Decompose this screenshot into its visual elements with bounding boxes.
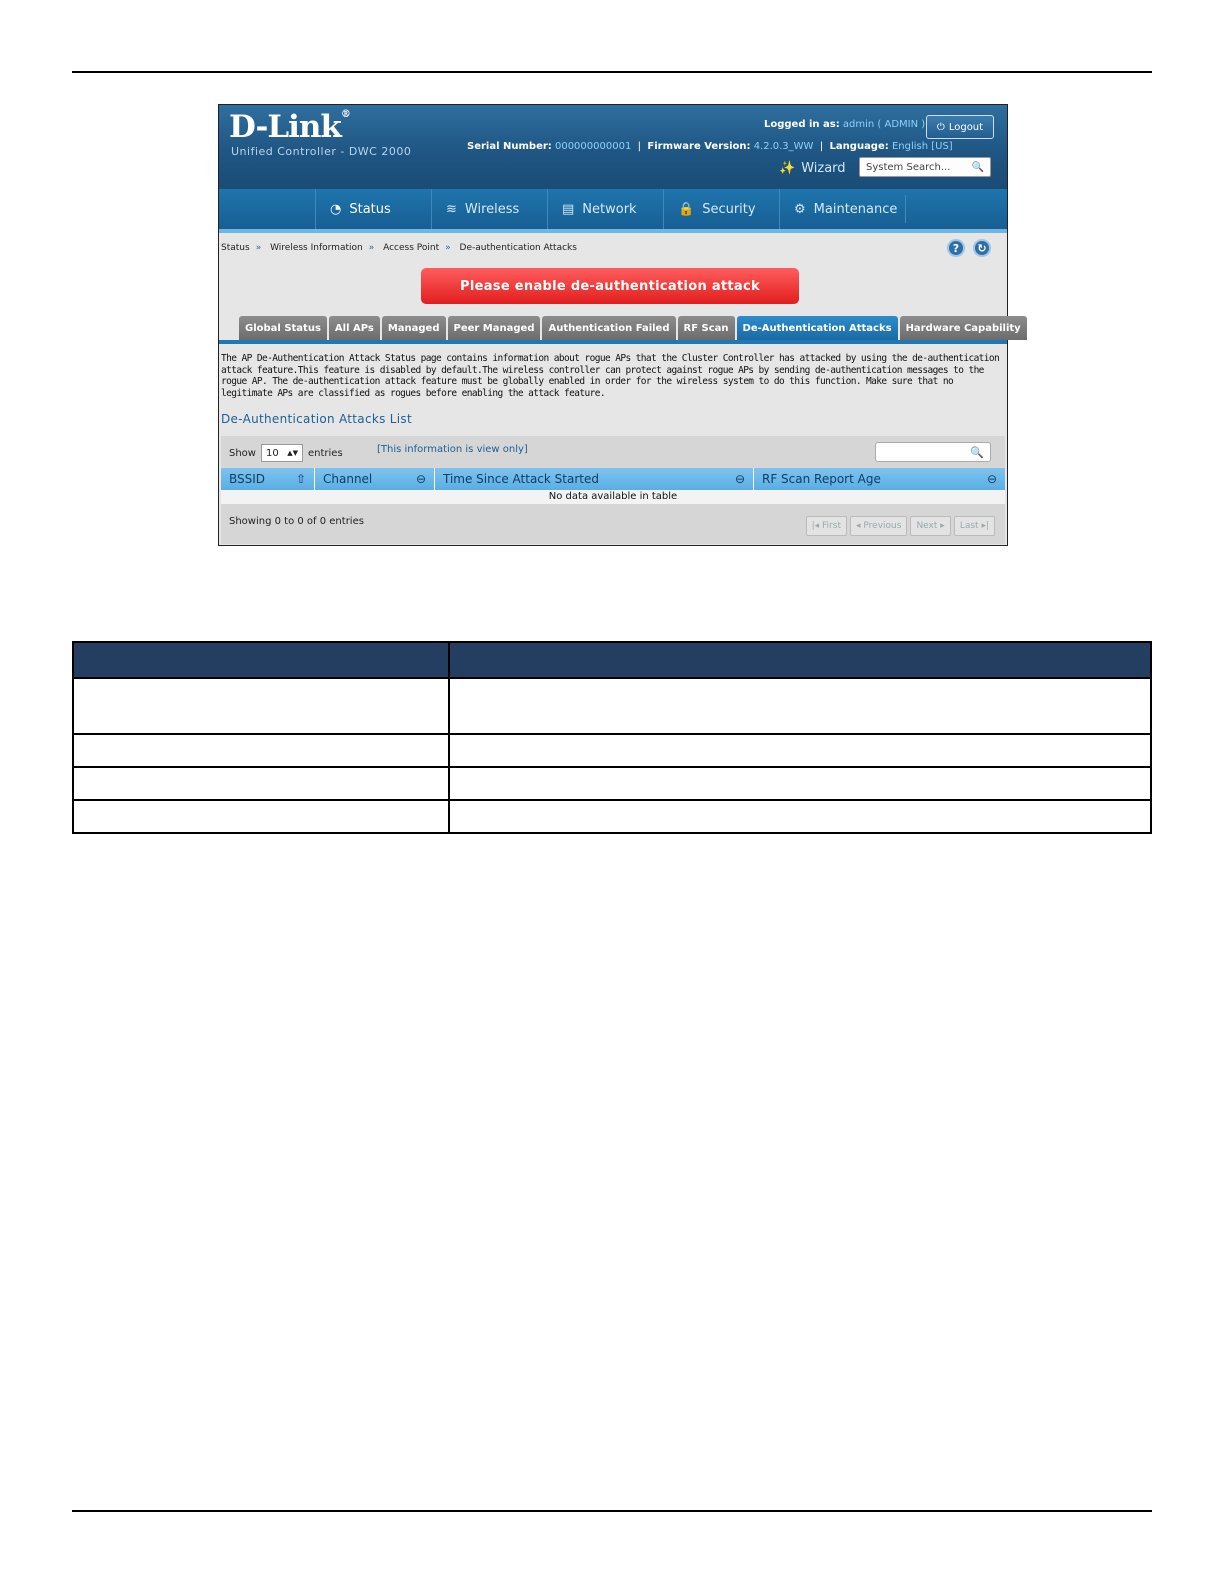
last-page-button[interactable]: Last ▸| xyxy=(954,516,995,536)
search-icon: 🔍 xyxy=(970,445,984,459)
showing-count: Showing 0 to 0 of 0 entries xyxy=(229,516,364,527)
table-cell xyxy=(73,767,449,800)
header-cell-description xyxy=(449,642,1151,678)
dlink-logo: D-Link® xyxy=(229,109,350,145)
table-toolbar xyxy=(221,436,1005,468)
nav-security[interactable]: 🔒 Security xyxy=(663,189,779,229)
firmware-version: 4.2.0.3_WW xyxy=(753,141,814,152)
app-header xyxy=(219,105,1007,189)
enable-attack-alert[interactable]: Please enable de-authentication attack xyxy=(421,268,799,304)
bottom-rule xyxy=(72,1510,1152,1512)
sort-asc-icon: ⇧ xyxy=(295,472,306,486)
spinner-icon: ▲▼ xyxy=(287,449,298,457)
column-bssid[interactable]: BSSID ⇧ xyxy=(221,468,315,490)
help-icon[interactable]: ? xyxy=(947,239,965,257)
table-cell xyxy=(73,734,449,767)
table-row xyxy=(73,800,1151,833)
column-time-since-attack[interactable]: Time Since Attack Started ⊖ xyxy=(435,468,754,490)
nav-status[interactable]: ◔ Status xyxy=(315,189,431,229)
column-rf-scan-report-age[interactable]: RF Scan Report Age ⊖ xyxy=(762,472,997,486)
tab-peer-managed[interactable]: Peer Managed xyxy=(448,316,541,340)
nav-wireless[interactable]: ≋ Wireless xyxy=(431,189,547,229)
tab-hardware-capability[interactable]: Hardware Capability xyxy=(900,316,1027,340)
language-select[interactable]: English [US] xyxy=(891,141,953,152)
nav-maintenance[interactable]: ⚙ Maintenance xyxy=(779,189,905,229)
power-icon: ⏻ xyxy=(936,121,945,133)
page-length-control: Show 10 ▲▼ entries xyxy=(229,444,343,462)
wand-icon: ✨ xyxy=(779,161,796,176)
next-icon: ▸ xyxy=(940,521,945,531)
empty-table-row: No data available in table xyxy=(221,490,1005,504)
gear-icon: ⚙ xyxy=(794,201,806,217)
wizard-link[interactable]: ✨ Wizard xyxy=(779,161,846,176)
table-cell xyxy=(449,678,1151,734)
tab-managed[interactable]: Managed xyxy=(382,316,446,340)
tab-global-status[interactable]: Global Status xyxy=(239,316,327,340)
table-search-input[interactable] xyxy=(875,442,991,462)
breadcrumb-current: De-authentication Attacks xyxy=(459,243,577,253)
system-search-input[interactable]: System Search... 🔍 xyxy=(859,157,991,177)
previous-page-button[interactable]: ◂ Previous xyxy=(850,516,907,536)
table-row xyxy=(73,678,1151,734)
search-icon: 🔍 xyxy=(971,161,984,173)
product-subtitle: Unified Controller - DWC 2000 xyxy=(231,145,412,158)
table-cell xyxy=(73,678,449,734)
list-title: De-Authentication Attacks List xyxy=(221,412,412,426)
entries-select[interactable]: 10 ▲▼ xyxy=(261,444,303,462)
sort-icon: ⊖ xyxy=(986,472,997,486)
view-only-note: [This information is view only] xyxy=(377,444,528,455)
table-cell xyxy=(73,800,449,833)
breadcrumb-status[interactable]: Status xyxy=(221,243,250,253)
next-page-button[interactable]: Next ▸ xyxy=(910,516,950,536)
main-nav xyxy=(219,189,1007,233)
table-cell xyxy=(449,767,1151,800)
nav-network[interactable]: ▤ Network xyxy=(547,189,663,229)
table-footer xyxy=(221,504,1005,544)
first-page-button[interactable]: |◂ First xyxy=(806,516,847,536)
wifi-icon: ≋ xyxy=(446,201,457,217)
sort-icon: ⊖ xyxy=(734,472,745,486)
field-description-table xyxy=(72,641,1152,834)
breadcrumb-wireless-information[interactable]: Wireless Information xyxy=(270,243,363,253)
server-icon: ▤ xyxy=(562,201,575,217)
table-cell xyxy=(449,734,1151,767)
table-header xyxy=(221,468,1005,490)
breadcrumb-access-point[interactable]: Access Point xyxy=(383,243,440,253)
page-description: The AP De-Authentication Attack Status page contains information about rogue APs that the Cluster Controller has attacked by using the de-authentication attack feature.This feature is disabled by default.The wireless controller can protect against rogue APs by sending de-authentication messages to the rogue AP. The de-authentication attack feature must be globally enabled in order for the wireless system to do this function. Make sure that no legitimate APs are classified as rogues before enabling the attack feature. xyxy=(221,353,1000,399)
table-header-row xyxy=(73,642,1151,678)
tab-authentication-failed[interactable]: Authentication Failed xyxy=(542,316,675,340)
tab-de-authentication-attacks[interactable]: De-Authentication Attacks xyxy=(737,316,898,340)
header-cell-field xyxy=(73,642,449,678)
serial-number: 000000000001 xyxy=(554,141,632,152)
table-row xyxy=(73,734,1151,767)
system-info-line: Serial Number: 000000000001 | Firmware Version: 4.2.0.3_WW | Language: English [US] xyxy=(467,141,953,152)
sort-icon: ⊖ xyxy=(415,472,426,486)
logged-in-user[interactable]: admin ( ADMIN ) xyxy=(842,119,926,130)
controller-screenshot xyxy=(218,104,1021,546)
first-icon: |◂ xyxy=(811,521,820,531)
column-channel[interactable]: Channel ⊖ xyxy=(315,468,435,490)
logout-button[interactable]: ⏻ Logout xyxy=(926,115,994,139)
refresh-icon[interactable]: ↻ xyxy=(973,239,991,257)
tab-bar xyxy=(239,316,1027,340)
nav-divider xyxy=(905,195,906,223)
table-cell xyxy=(449,800,1151,833)
lock-icon: 🔒 xyxy=(678,201,695,217)
tab-all-aps[interactable]: All APs xyxy=(329,316,380,340)
table-row xyxy=(73,767,1151,800)
tab-rf-scan[interactable]: RF Scan xyxy=(678,316,735,340)
tab-underline xyxy=(219,340,1007,344)
prev-icon: ◂ xyxy=(855,521,861,531)
top-rule xyxy=(72,71,1152,73)
logged-in-info: Logged in as: admin ( ADMIN ) xyxy=(764,119,926,130)
breadcrumb: Status » Wireless Information » Access Point » De-authentication Attacks xyxy=(221,243,577,253)
gauge-icon: ◔ xyxy=(330,201,342,217)
last-icon: ▸| xyxy=(981,521,989,531)
pagination xyxy=(806,516,995,536)
